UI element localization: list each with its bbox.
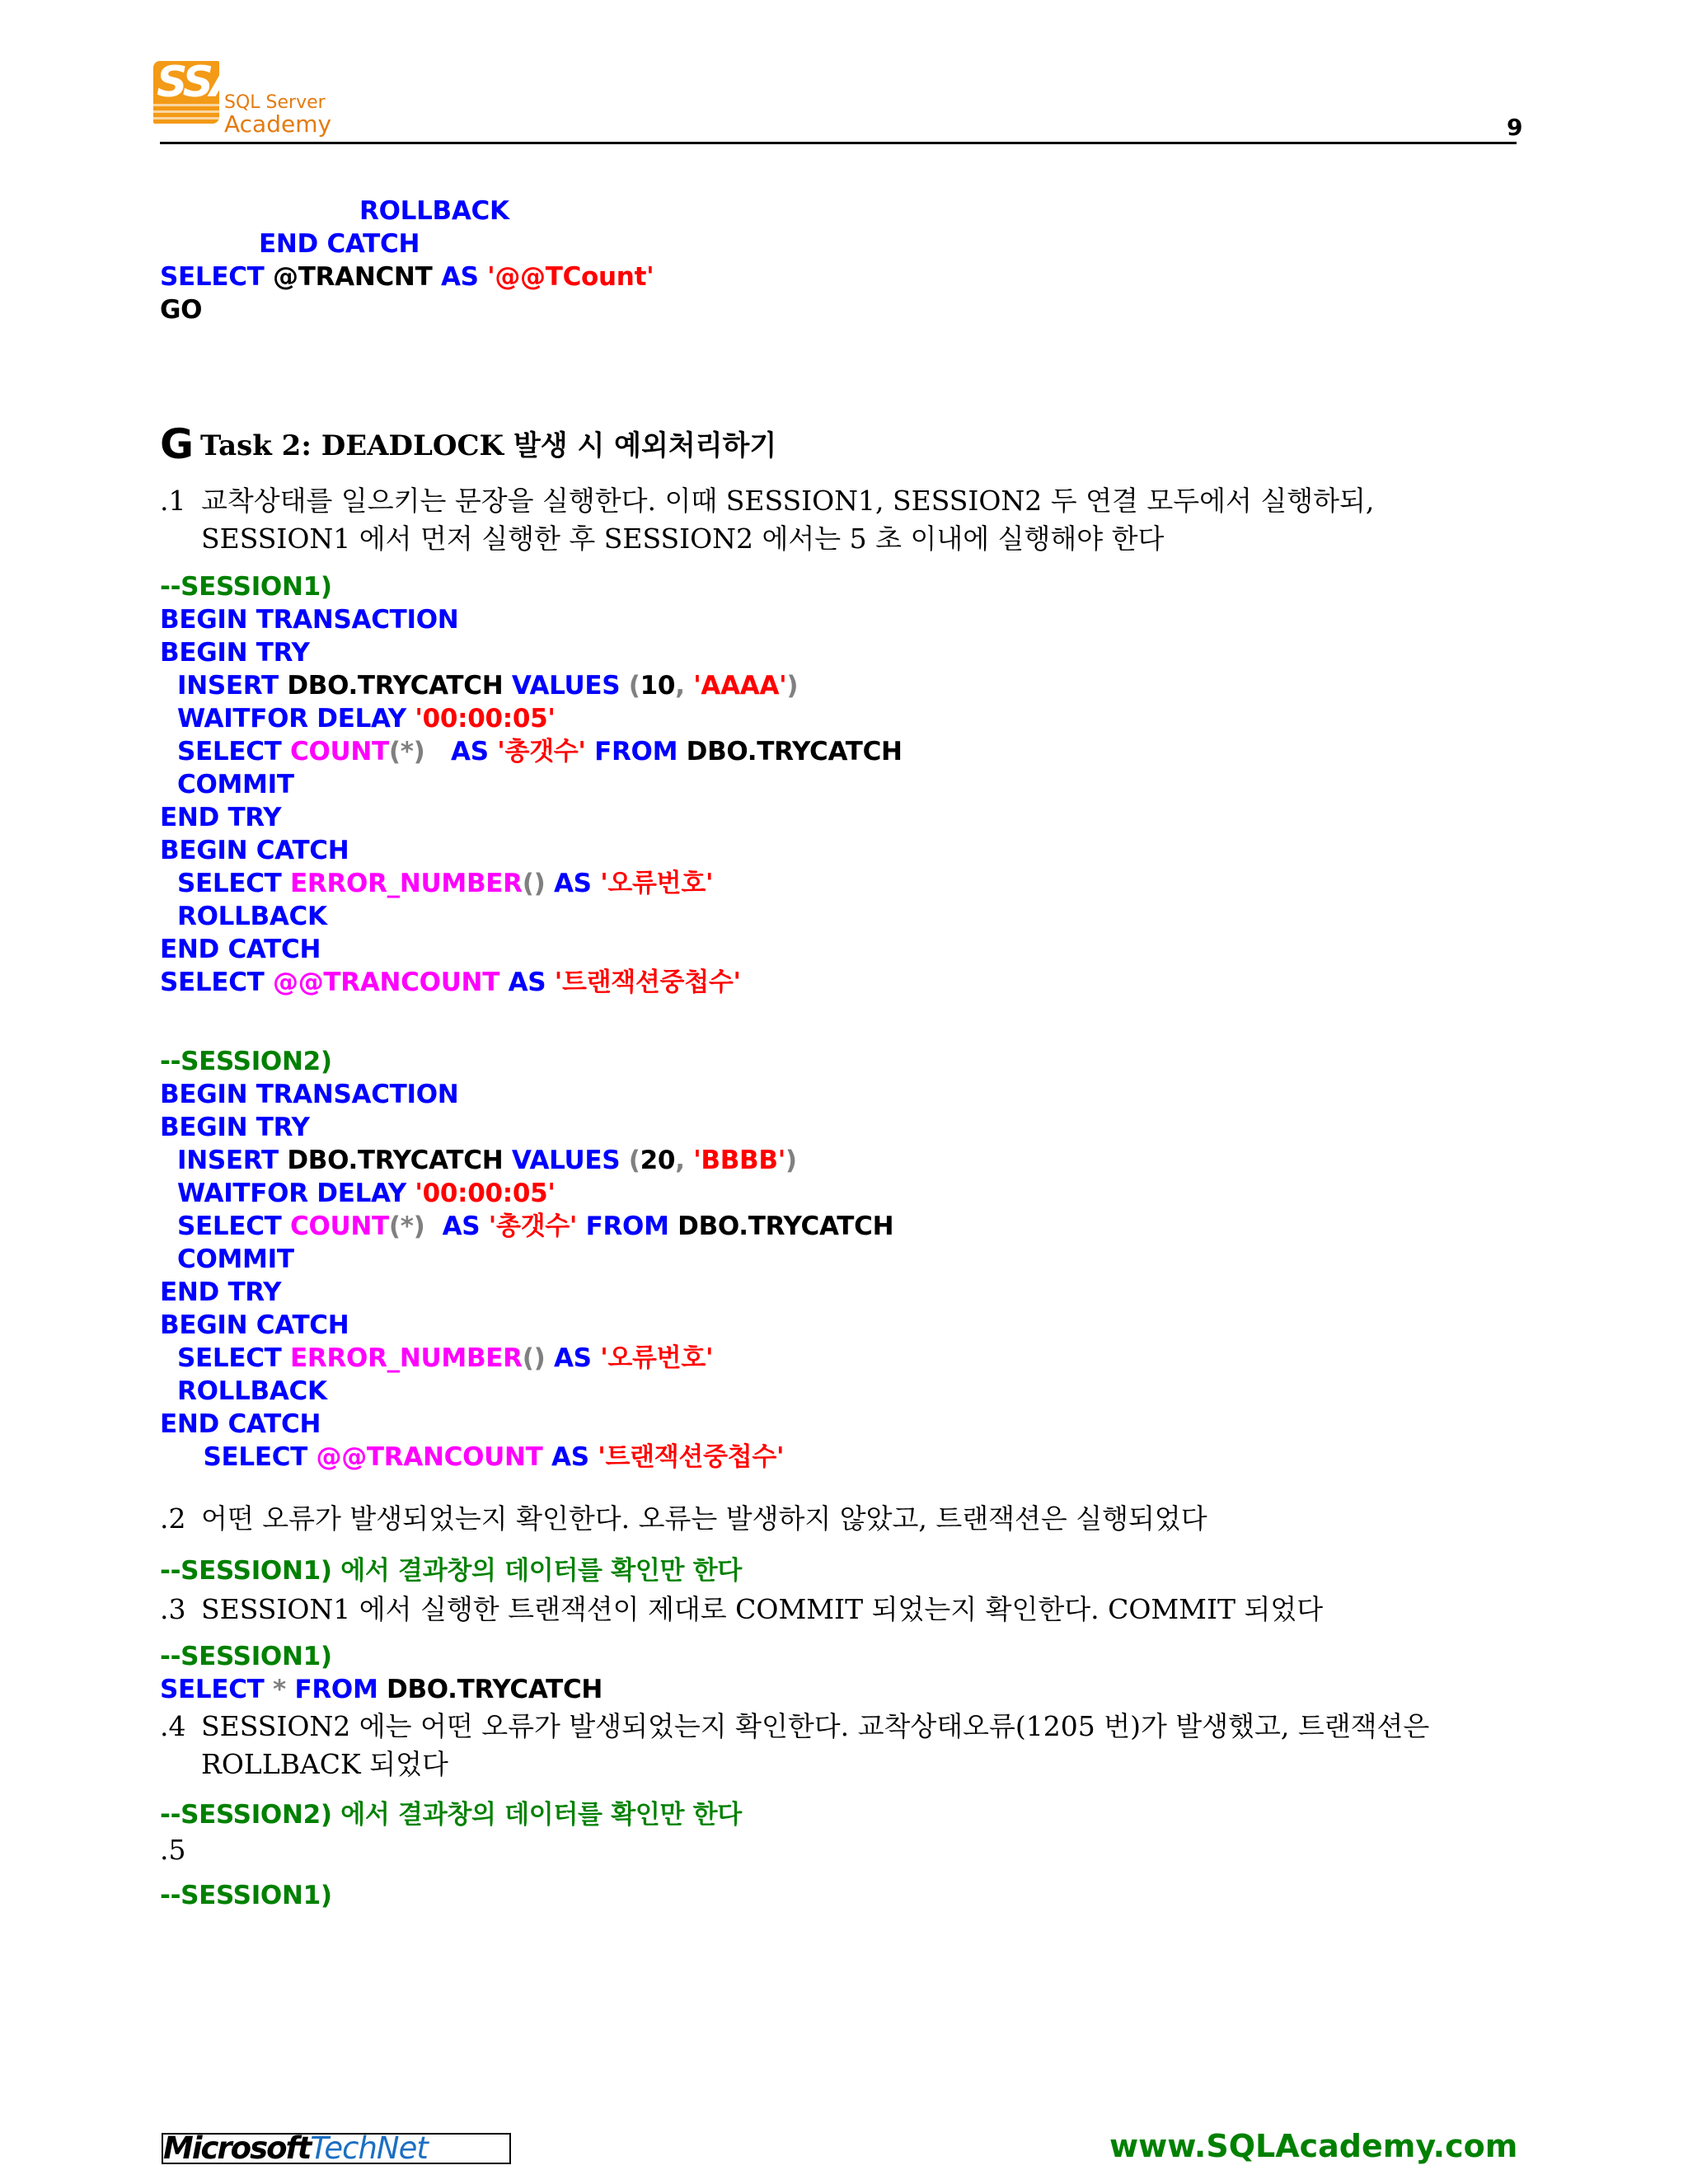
step-4 [160,1708,1429,1783]
code-token: ROLLBACK [177,1376,327,1406]
code-token: , [675,1146,685,1175]
code-token: COUNT [290,1212,389,1241]
sql-block-session2 [160,1045,893,1474]
code-token: '총갯수' [488,1212,578,1241]
page-number: 9 [1507,114,1523,141]
code-token: 10 [640,671,676,701]
code-token: ERROR_NUMBER [290,1343,523,1373]
code-token: GO [160,295,203,325]
code-token: BEGIN TRY [160,1113,310,1142]
code-token: FROM [585,1212,669,1241]
code-token: AS [553,869,592,898]
code-token: DBO.TRYCATCH [686,737,903,766]
code-token: AS [440,262,479,292]
code-token: '00:00:05' [415,1179,556,1208]
logo-mark-text: SSA [157,58,241,107]
footer-url[interactable]: www.SQLAcademy.com [1109,2128,1518,2164]
technet-brand: TechNet [310,2133,428,2164]
code-token: DBO.TRYCATCH [287,1146,504,1175]
code-token: END CATCH [160,1409,321,1439]
code-line [160,293,202,326]
code-token: WAITFOR DELAY [177,704,406,733]
task-heading [160,420,776,468]
code-token: '총갯수' [497,737,586,766]
code-token: 에서 결과창의 데이터를 확인만 한다 [331,1800,742,1830]
code-token: 'AAAA' [693,671,787,701]
code-token: --SESSION1) [160,1556,332,1586]
code-token: SELECT [160,262,265,292]
code-token: VALUES [511,671,621,701]
code-token: BEGIN TRANSACTION [160,1080,459,1109]
code-token: () [522,1343,546,1373]
code-token: SELECT [177,737,282,766]
code-token: ERROR_NUMBER [290,869,523,898]
code-token: (*) [388,1212,425,1241]
code-token: 'BBBB' [693,1146,785,1175]
code-token: ( [628,671,640,701]
task-glyph: G [160,420,195,468]
logo-line2: Academy [224,110,332,138]
step-2 [160,1500,1207,1538]
code-token: BEGIN TRY [160,638,310,668]
code-token: SELECT [177,1212,282,1241]
code-token: INSERT [177,671,279,701]
code-token: COMMIT [177,1244,294,1274]
code-token: '트랜잭션중첩수' [598,1442,785,1472]
code-comment: --SESSION2) [160,1047,332,1076]
microsoft-technet-logo [162,2133,511,2164]
code-token: SELECT [160,1675,265,1704]
code-line [160,1798,742,1831]
code-token: AS [508,968,546,997]
code-token: --SESSION1) [160,1881,332,1910]
task-title: Task 2: DEADLOCK 발생 시 예외처리하기 [200,429,777,462]
code-token: SELECT [160,968,265,997]
header-rule [160,142,1517,144]
step-1 [160,482,1374,558]
step-number: .3 [160,1593,186,1625]
code-token: BEGIN CATCH [160,1310,349,1340]
code-token: 에서 결과창의 데이터를 확인만 한다 [331,1556,742,1586]
code-line [160,260,654,293]
code-token: '@@TCount' [487,262,654,292]
code-token: AS [442,1212,481,1241]
code-token: FROM [594,737,678,766]
logo-text [224,92,332,138]
code-token: END CATCH [259,229,420,259]
code-token: ROLLBACK [177,902,327,931]
code-token: DBO.TRYCATCH [387,1675,603,1704]
code-token: --SESSION2) [160,1800,332,1830]
code-token: AS [451,737,489,766]
code-token: '트랜잭션중첩수' [554,968,741,997]
code-token: SELECT [177,1343,282,1373]
sql-block-session1 [160,570,903,999]
code-token: BEGIN CATCH [160,836,349,865]
sql-block-verify [160,1640,603,1706]
code-token: COUNT [290,737,389,766]
code-comment: --SESSION1) [160,572,332,602]
code-token: ROLLBACK [359,196,509,226]
code-token: @@TRANCOUNT [273,968,500,997]
code-token: @TRANCNT [273,262,433,292]
code-token: '오류번호' [600,869,714,898]
code-token: AS [553,1343,592,1373]
code-token: SELECT [203,1442,307,1472]
step-text: 어떤 오류가 발생되었는지 확인한다. 오류는 발생하지 않았고, 트랜잭션은 실행되었다 [201,1502,1207,1535]
code-token: (*) [388,737,425,766]
code-token: VALUES [511,1146,621,1175]
step-5 [160,1831,201,1869]
step-text: SESSION2 에는 어떤 오류가 발생되었는지 확인한다. 교착상태오류(1205 번)가 발생했고, 트랜잭션은 [201,1710,1430,1742]
code-token: , [675,671,685,701]
code-token: DBO.TRYCATCH [287,671,504,701]
code-token: @@TRANCOUNT [316,1442,543,1472]
step-3 [160,1591,1323,1629]
code-token: --SESSION1) [160,1642,332,1671]
code-token: END TRY [160,803,282,832]
code-token: FROM [294,1675,378,1704]
code-line [359,194,509,227]
code-token: ( [628,1146,640,1175]
step-number: .2 [160,1502,186,1535]
code-token: COMMIT [177,770,294,799]
step-number: .4 [160,1710,186,1742]
step-text: ROLLBACK 되었다 [201,1748,448,1780]
microsoft-brand: Microsoft [163,2133,311,2164]
code-token: WAITFOR DELAY [177,1179,406,1208]
step-text: SESSION1 에서 실행한 트랜잭션이 제대로 COMMIT 되었는지 확인한다. COMMIT 되었다 [201,1593,1324,1625]
code-token: END CATCH [160,935,321,964]
code-token: () [522,869,546,898]
code-token: DBO.TRYCATCH [678,1212,894,1241]
code-line [259,227,420,260]
code-token: '00:00:05' [415,704,556,733]
step-text: SESSION1 에서 먼저 실행한 후 SESSION2 에서는 5 초 이내에 실행해야 한다 [201,523,1165,555]
code-token: '오류번호' [600,1343,714,1373]
code-token: BEGIN TRANSACTION [160,605,459,635]
code-token: AS [551,1442,589,1472]
logo-line1: SQL Server [224,92,326,113]
code-token: SELECT [177,869,282,898]
code-token: * [273,1675,286,1704]
code-line [160,1879,332,1912]
step-number: .5 [160,1834,186,1866]
code-token: ) [786,671,799,701]
step-text: 교착상태를 일으키는 문장을 실행한다. 이때 SESSION1, SESSION2 두 연결 모두에서 실행하되, [201,485,1375,517]
code-token: 20 [640,1146,676,1175]
code-token: ) [785,1146,797,1175]
code-line [160,1554,742,1587]
code-token: INSERT [177,1146,279,1175]
step-number: .1 [160,485,186,517]
code-token: END TRY [160,1277,282,1307]
